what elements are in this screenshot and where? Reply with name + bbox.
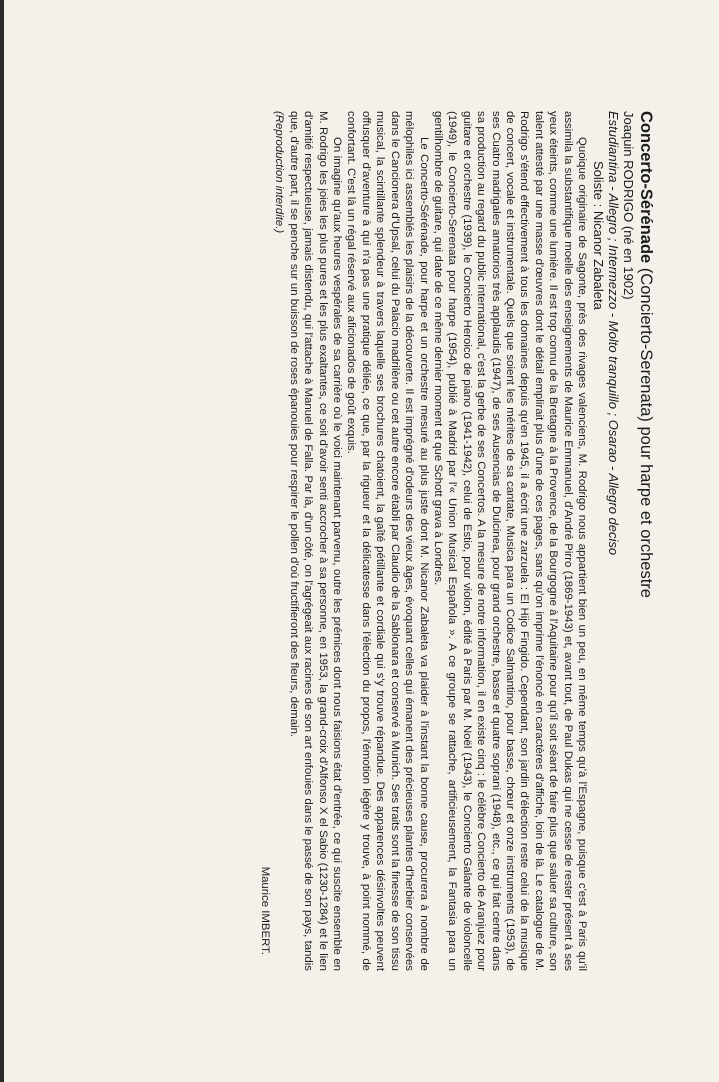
author-signature: Maurice IMBERT. [259, 866, 272, 955]
movements-line: Estudiantina - Allegro ; Intermezzo - Molto tranquillo ; Osarao - Allegro deciso [606, 111, 621, 556]
page-edge [0, 0, 4, 1082]
reproduction-note: (Reproduction interdite.) [273, 111, 286, 234]
paragraph-3: On imagine qu'aux heures vespérales de sa carrière où le voici maintenant parvenu, outre les prémices dont nous faisions état d'entrée, ce qui suscite ensemble en M. Rodrigo les joies les plus pures et les plus exaltantes, ce soit d'avoir senti accrocher à sa personne, en 1953, la grand-croix d'Alfonso X el Sabio (1230-1284) et le lien d'amitié respectueuse, jamais distendu, qui l'attache à Manuel de Falla. Par là, d'un côté, on l'agrégeait aux racines de son art enfouies dans le passé de son pays, tandis que, d'autre part, il se penche sur un buisson de roses épanouies pour respirer le pollen d'où fructifieront des fleurs, demain. [287, 111, 344, 971]
title-rest: (Concierto-Serenata) pour harpe et orchestre [637, 267, 655, 598]
rotated-text-block [55, 111, 655, 971]
paragraph-1: Quoique originaire de Sagonte, près des rivages valenciens, M. Rodrigo nous appartient bien un peu, en même temps qu'à l'Espagne, puisque c'est à Paris qu'il assimila la substantifique moelle des enseignements de Maurice Emmanuel, d'André Pirro (1869-1943) et, avant tout, de Paul Dukas qui ne cesse de rester présent à ses yeux éteints, comme une lumière. Il est trop connu de la Bretagne à la Provence, de la Bourgogne à l'Aquitaine pour qu'il soit séant de faire plus que saluer sa culture, son talent attesté par une masse d'œuvres dont le détail emplirait plus d'une de ces pages, sans qu'on imprime l'énoncé en caractères d'affiche, loin de là. Le catalogue de M. Rodrigo s'étend effectivement à tous les domaines depuis qu'en 1945, il a écrit une zarzuela : El Hijo Fingido. Cependant, son jardin d'élection reste celui de la musique de concert, vocale et instrumentale. Quels que soient les mérites de sa cantate, Musica para un Codice Salmantino, pour basse, chœur et onze instruments (1953), de ses Cuatro madrigales amatorios très applaudis (1947), de ses Ausencias de Dulcinea, pour grand orchestre, basse et quatre soprani (1948), etc., ce qui fait centre dans sa production au regard du public international, c'est la gerbe de ses Concertos. A la mesure de notre information, il en existe cinq : le célèbre Concierto de Aranjuez pour guitare et orchestre (1939), le Concierto Heroico de piano (1941-1942), celui de Estio, pour violon, édité à Paris par M. Noël (1943), le Concierto Galante de violoncelle (1949), le Concierto-Serenata pour harpe (1954), publié à Madrid par l'« Union Musical Española ». A ce groupe se rattache, artificieusement, la Fantasia para un gentilhombre de guitare, qui date de ce même dernier moment et que Schott grava à Londres. [431, 111, 588, 971]
composer-line: Joaquin RODRIGO (né en 1902) [621, 111, 636, 300]
title-main: Concerto-Sérénade [637, 111, 655, 264]
soloist-line: Soliste : Nicanor Zabaleta [591, 161, 606, 310]
document-title [636, 111, 655, 971]
paragraph-2: Le Concerto-Sérénade, pour harpe et un orchestre mesuré au plus juste dont M. Nicanor Zabaleta va plaider à l'instant la bonne cause, procurera à nombre de mélophiles ici assemblés les plaisirs de la découverte. Il est imprégné d'odeurs des vieux âges, évoquant celles qui émanent des précieuses plantes d'herbier conservées dans le Cancionera d'Upsal, celui du Palacio madrilène ou cet autre encore établi par Claudio de la Sablonara et conservé à Munich. Ses traits sont la finesse de son tissu musical, la scintillante splendeur à travers laquelle ses brochures chatoient, la gaîté pétillante et cordiale qui s'y trouve répandue. Des apparences désinvoltes peuvent offusquer d'aventure à qui n'a pas une pratique déliée, ce que, par la rigueur et la délicatesse dans l'élection du propos, l'émotion légère y trouve, à point nommé, de confortant. C'est là un régal réservé aux aficionados de goût exquis. [345, 111, 430, 971]
body-text [286, 111, 589, 971]
